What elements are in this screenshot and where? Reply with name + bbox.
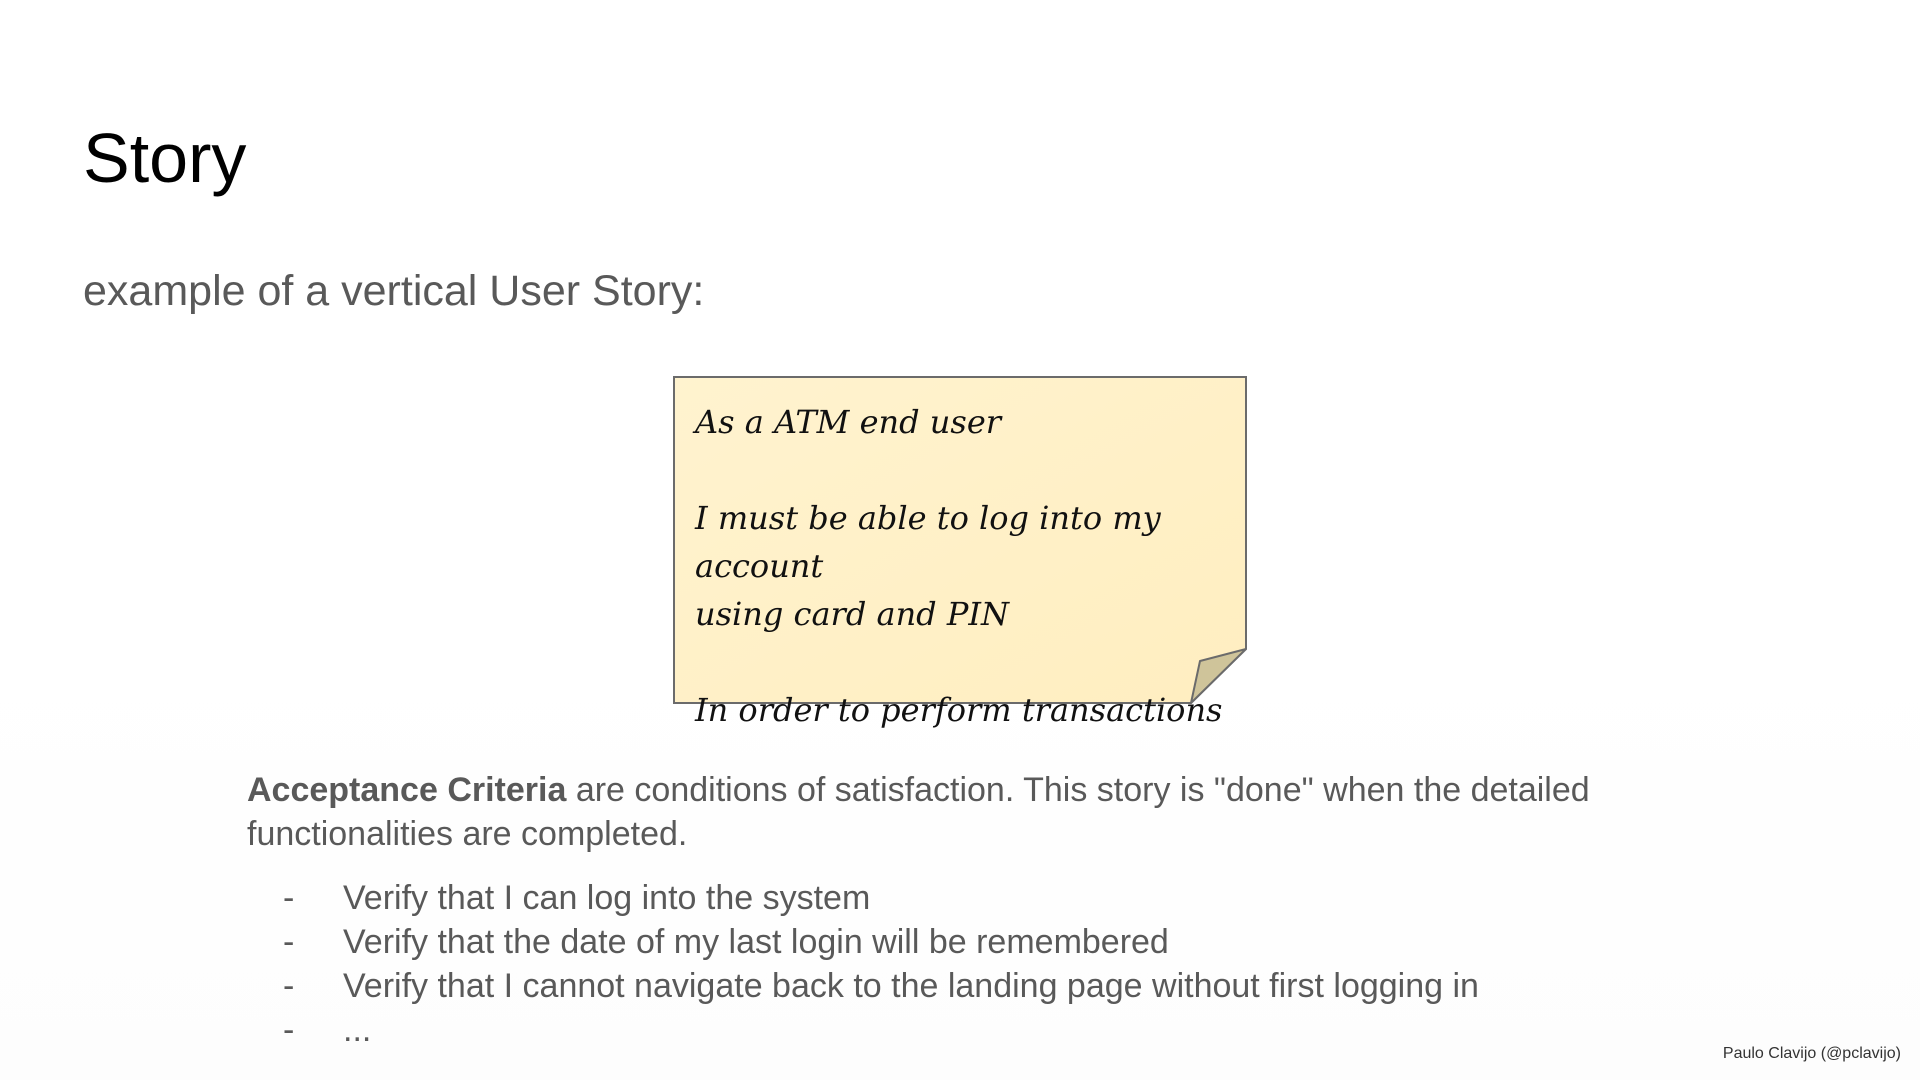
sticky-line-goal-cont: using card and PIN xyxy=(695,595,1009,633)
acceptance-criteria-list xyxy=(247,876,1479,1052)
list-item-text: Verify that the date of my last login will be remembered xyxy=(343,923,1169,961)
slide-title: Story xyxy=(83,119,247,197)
list-dash: - xyxy=(283,1011,295,1049)
acceptance-criteria-paragraph xyxy=(247,768,1647,856)
list-dash: - xyxy=(283,879,295,917)
sticky-line-role: As a ATM end user xyxy=(695,403,1002,441)
list-dash: - xyxy=(283,923,295,961)
sticky-note-text xyxy=(695,398,1225,734)
sticky-line-goal: I must be able to log into my account xyxy=(695,499,1161,585)
sticky-note xyxy=(673,376,1247,729)
author-credit: Paulo Clavijo (@pclavijo) xyxy=(1722,1045,1901,1062)
list-item-text: Verify that I can log into the system xyxy=(343,879,871,917)
acceptance-criteria-text: are conditions of satisfaction. This story is "done" when the detailed functionalities are completed. xyxy=(247,771,1590,853)
sticky-line-benefit: In order to perform transactions xyxy=(695,691,1223,729)
list-item-text: Verify that I cannot navigate back to the landing page without first logging in xyxy=(343,967,1479,1005)
list-dash: - xyxy=(283,967,295,1005)
list-item xyxy=(247,964,1479,1008)
slide-subtitle: example of a vertical User Story: xyxy=(83,267,705,315)
list-item xyxy=(247,920,1479,964)
list-item-text: ... xyxy=(343,1011,372,1049)
list-item xyxy=(247,1008,1479,1052)
list-item xyxy=(247,876,1479,920)
acceptance-criteria-term: Acceptance Criteria xyxy=(247,771,567,809)
